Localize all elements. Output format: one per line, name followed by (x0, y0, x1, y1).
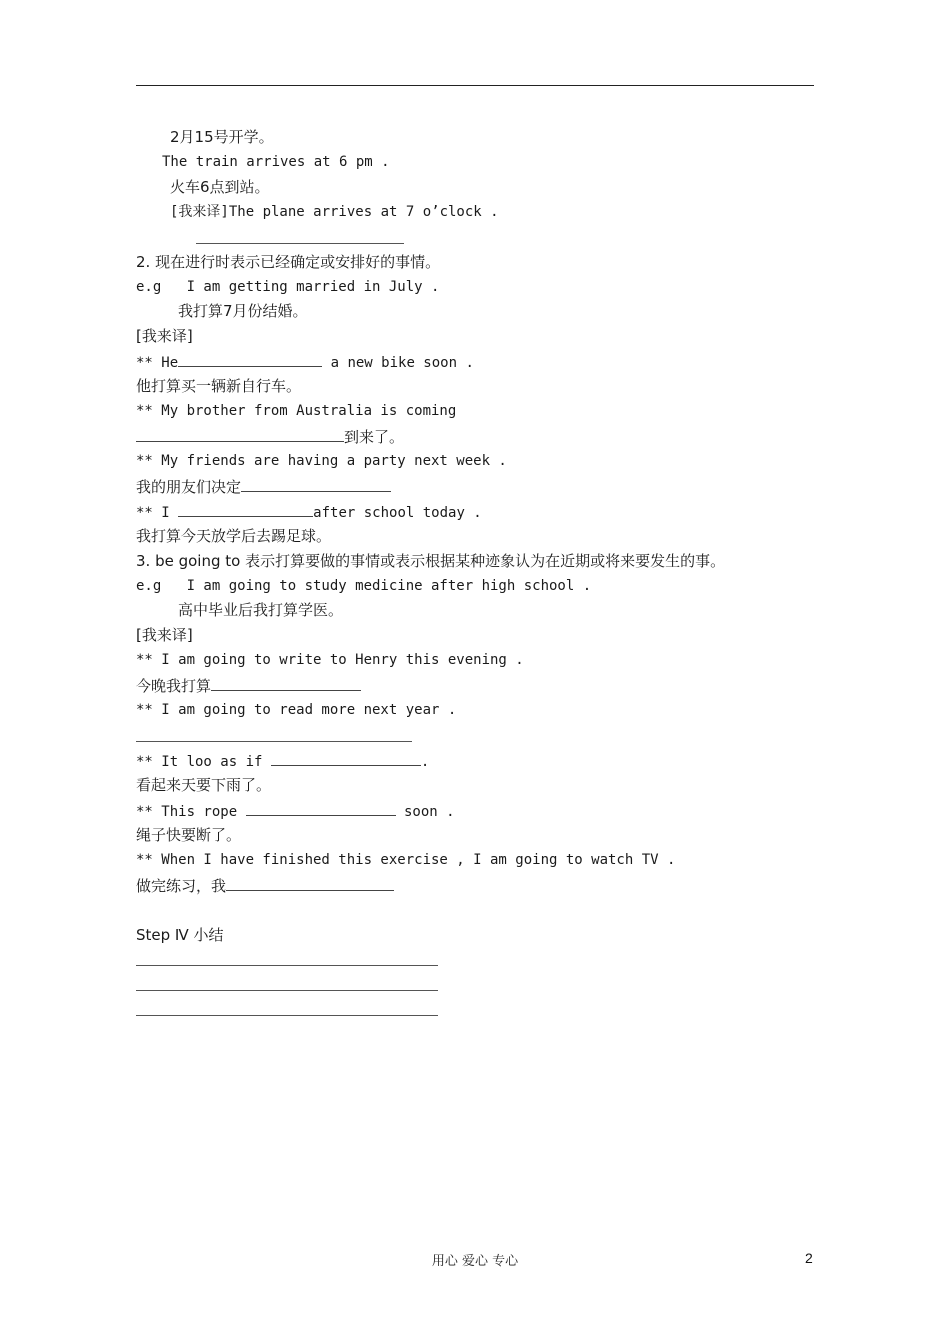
exercise-line: ** I am going to read more next year . (136, 702, 457, 718)
exercise-text: ** This rope (136, 804, 246, 820)
exercise-translation (136, 427, 404, 446)
exercise-label: [我来译] (136, 626, 193, 644)
exercise-line: ** I am going to write to Henry this evening . (136, 652, 524, 668)
exercise-text: ** I (136, 505, 179, 521)
footer-motto: 用心 爱心 专心 (431, 1254, 519, 1269)
answer-blank[interactable] (136, 741, 412, 742)
text-line: 火车6点到站。 (170, 178, 270, 196)
text-line: 2月15号开学。 (170, 128, 274, 146)
exercise-line (136, 801, 455, 821)
page-number: 2 (805, 1250, 813, 1266)
answer-blank[interactable] (271, 751, 421, 766)
exercise-line (136, 751, 429, 771)
answer-blank[interactable] (211, 676, 361, 691)
header-rule (136, 85, 814, 86)
exercise-text: 到来了。 (344, 428, 405, 446)
answer-blank[interactable] (241, 477, 391, 492)
exercise-text: after school today . (313, 505, 482, 521)
exercise-line (136, 352, 474, 372)
summary-blank[interactable] (136, 990, 438, 991)
summary-blank[interactable] (136, 1015, 438, 1016)
exercise-text: ** It loo as if (136, 754, 271, 770)
exercise-translation: 他打算买一辆新自行车。 (136, 377, 302, 395)
exercise-text: 我的朋友们决定 (136, 478, 242, 496)
example-line: e.g I am getting married in July . (136, 279, 440, 295)
exercise-translation (136, 477, 391, 496)
answer-blank[interactable] (226, 876, 394, 891)
exercise-label: [我来译] (136, 327, 193, 345)
exercise-translation (136, 676, 361, 695)
exercise-translation: 我打算今天放学后去踢足球。 (136, 527, 332, 545)
answer-blank[interactable] (178, 352, 322, 367)
text-line: The train arrives at 6 pm . (162, 154, 390, 170)
text-line: [我来译]The plane arrives at 7 o’clock . (170, 204, 499, 220)
exercise-line: ** My friends are having a party next week . (136, 453, 507, 469)
exercise-text: soon . (395, 804, 455, 820)
exercise-translation: 看起来天要下雨了。 (136, 776, 272, 794)
step-heading: Step Ⅳ 小结 (136, 926, 224, 944)
exercise-line: ** When I have finished this exercise , I am going to watch TV . (136, 852, 676, 868)
exercise-line: ** My brother from Australia is coming (136, 403, 457, 419)
exercise-text: 今晚我打算 (136, 677, 212, 695)
exercise-text: ** He (136, 355, 179, 371)
section-heading: 2. 现在进行时表示已经确定或安排好的事情。 (136, 253, 441, 271)
exercise-line (136, 502, 482, 522)
exercise-translation: 绳子快要断了。 (136, 826, 242, 844)
exercise-text: . (420, 754, 430, 770)
example-line: e.g I am going to study medicine after high school . (136, 578, 592, 594)
answer-blank[interactable] (246, 801, 396, 816)
exercise-text: 做完练习，我 (136, 877, 227, 895)
summary-blank[interactable] (136, 965, 438, 966)
section-heading: 3. be going to 表示打算要做的事情或表示根据某种迹象认为在近期或将来要发生的事。 (136, 552, 726, 570)
answer-blank[interactable] (136, 427, 344, 442)
example-translation: 高中毕业后我打算学医。 (178, 601, 344, 619)
exercise-translation (136, 876, 394, 895)
answer-blank[interactable] (196, 243, 404, 244)
example-translation: 我打算7月份结婚。 (178, 302, 308, 320)
exercise-text: a new bike soon . (322, 355, 474, 371)
answer-blank[interactable] (178, 502, 313, 517)
